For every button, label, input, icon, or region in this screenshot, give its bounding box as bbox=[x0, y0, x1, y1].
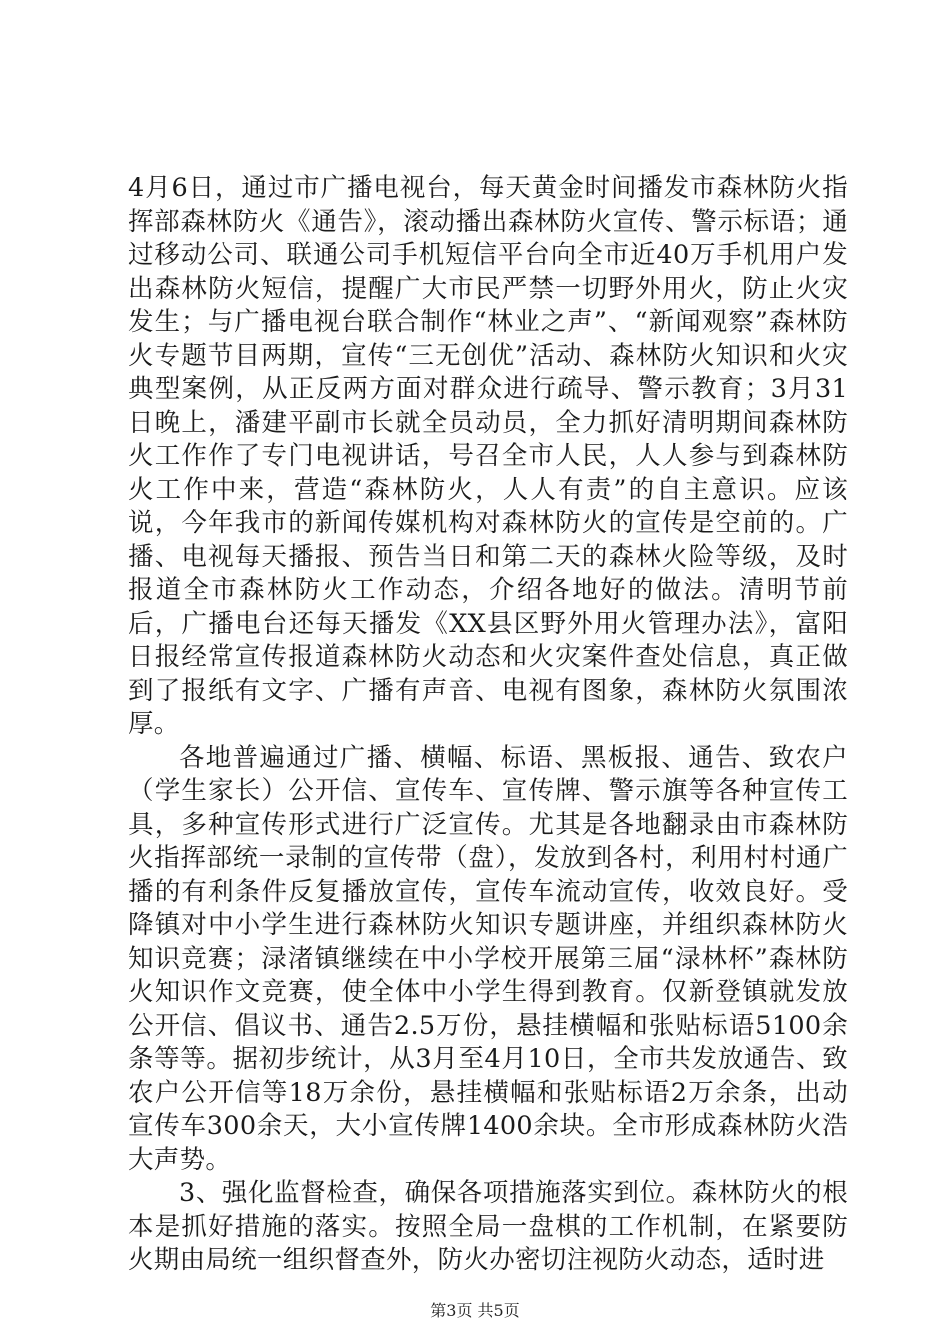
paragraph-supervision: 3、强化监督检查，确保各项措施落实到位。森林防火的根本是抓好措施的落实。按照全局一盘棋的工作机制，在紧要防火期由局统一组织督查外，防火办密切注视防火动态，适时进 bbox=[128, 1178, 848, 1275]
paragraph-media-publicity: 4月6日，通过市广播电视台，每天黄金时间播发市森林防火指挥部森林防火《通告》，滚动播出森林防火宣传、警示标语；通过移动公司、联通公司手机短信平台向全市近40万手机用户发出森林防火短信，提醒广大市民严禁一切野外用火，防止火灾发生；与广播电视台联合制作“林业之声”、“新闻观察”森林防火专题节目两期，宣传“三无创优”活动、森林防火知识和火灾典型案例，从正反两方面对群众进行疏导、警示教育；3月31日晚上，潘建平副市长就全员动员，全力抓好清明期间森林防火工作作了专门电视讲话，号召全市人民，人人参与到森林防火工作中来，营造“森林防火，人人有责”的自主意识。应该说，今年我市的新闻传媒机构对森林防火的宣传是空前的。广播、电视每天播报、预告当日和第二天的森林火险等级，及时报道全市森林防火工作动态，介绍各地好的做法。清明节前后，广播电台还每天播发《XX县区野外用火管理办法》，富阳日报经常宣传报道森林防火动态和火灾案件查处信息，真正做到了报纸有文字、广播有声音、电视有图象，森林防火氛围浓厚。 bbox=[128, 173, 848, 739]
paragraph-local-publicity: 各地普遍通过广播、横幅、标语、黑板报、通告、致农户（学生家长）公开信、宣传车、宣传牌、警示旗等各种宣传工具，多种宣传形式进行广泛宣传。尤其是各地翻录由市森林防火指挥部统一录制的宣传带（盘），发放到各村，利用村村通广播的有利条件反复播放宣传，宣传车流动宣传，收效良好。受降镇对中小学生进行森林防火知识专题讲座，并组织森林防火知识竞赛；渌渚镇继续在中小学校开展第三届“渌林杯”森林防火知识作文竞赛，使全体中小学生得到教育。仅新登镇就发放公开信、倡议书、通告2.5万份，悬挂横幅和张贴标语5100余条等等。据初步统计，从3月至4月10日，全市共发放通告、致农户公开信等18万余份，悬挂横幅和张贴标语2万余条，出动宣传车300余天，大小宣传牌1400余块。全市形成森林防火浩大声势。 bbox=[128, 742, 848, 1175]
document-body bbox=[128, 172, 848, 1278]
page-number-footer: 第3页 共5页 bbox=[430, 1301, 520, 1320]
